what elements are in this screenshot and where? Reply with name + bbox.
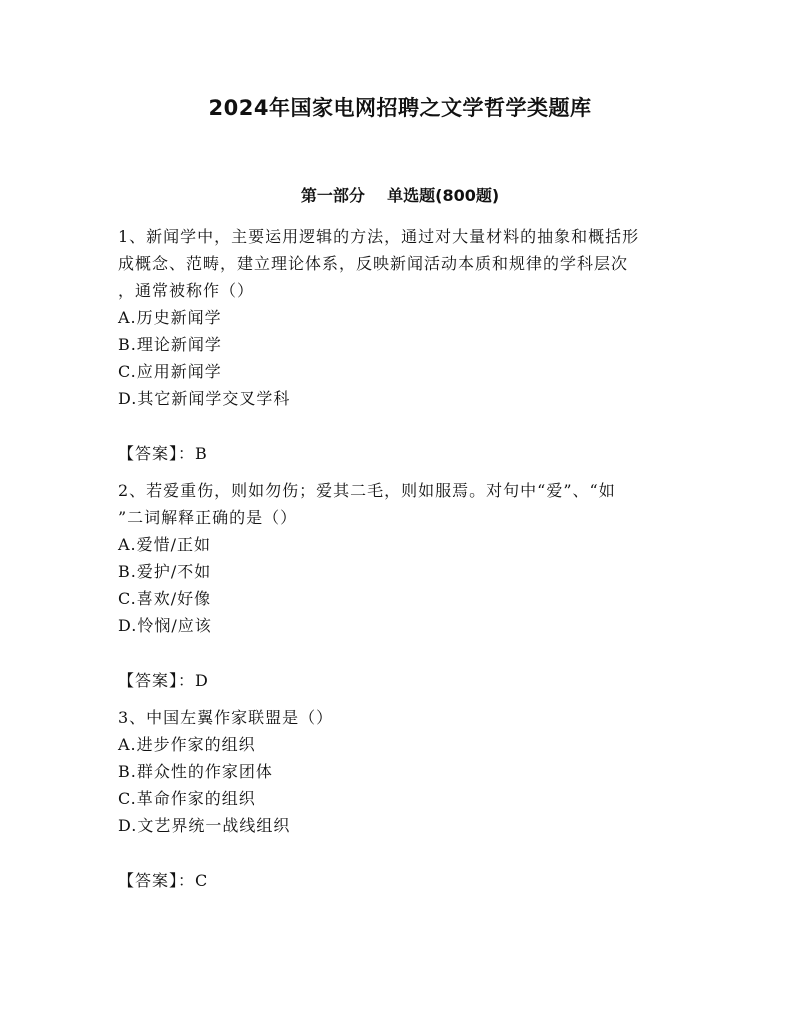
question-list — [118, 223, 688, 904]
page-title: 2024年国家电网招聘之文学哲学类题库 — [208, 96, 592, 120]
option-d: D.其它新闻学交叉学科 — [118, 389, 291, 408]
answer-line: 【答案】：B — [118, 444, 208, 463]
question-stem-line: ，通常被称作（） — [118, 281, 255, 300]
question-stem-line: 2、若爱重伤，则如勿伤；爱其二毛，则如服焉。对句中“爱”、“如 — [118, 481, 616, 500]
question-3 — [118, 704, 688, 894]
option-b: B.理论新闻学 — [118, 335, 222, 354]
option-d: D.文艺界统一战线组织 — [118, 816, 291, 835]
option-a: A.爱惜/正如 — [118, 535, 212, 554]
question-stem-line: 1、新闻学中，主要运用逻辑的方法，通过对大量材料的抽象和概括形 — [118, 227, 640, 246]
option-c: C.喜欢/好像 — [118, 589, 212, 608]
option-c: C.应用新闻学 — [118, 362, 222, 381]
question-2 — [118, 477, 688, 694]
question-stem-line: 3、中国左翼作家联盟是（） — [118, 708, 334, 727]
answer-line: 【答案】：D — [118, 671, 209, 690]
option-d: D.怜悯/应该 — [118, 616, 212, 635]
question-stem-line: ”二词解释正确的是（） — [118, 508, 298, 527]
option-a: A.历史新闻学 — [118, 308, 222, 327]
question-stem-line: 成概念、范畴，建立理论体系，反映新闻活动本质和规律的学科层次 — [118, 254, 629, 273]
option-b: B.群众性的作家团体 — [118, 762, 273, 781]
question-1 — [118, 223, 688, 467]
option-a: A.进步作家的组织 — [118, 735, 256, 754]
option-c: C.革命作家的组织 — [118, 789, 256, 808]
option-b: B.爱护/不如 — [118, 562, 212, 581]
section-title: 第一部分 单选题(800题) — [300, 186, 500, 205]
answer-line: 【答案】：C — [118, 871, 209, 890]
